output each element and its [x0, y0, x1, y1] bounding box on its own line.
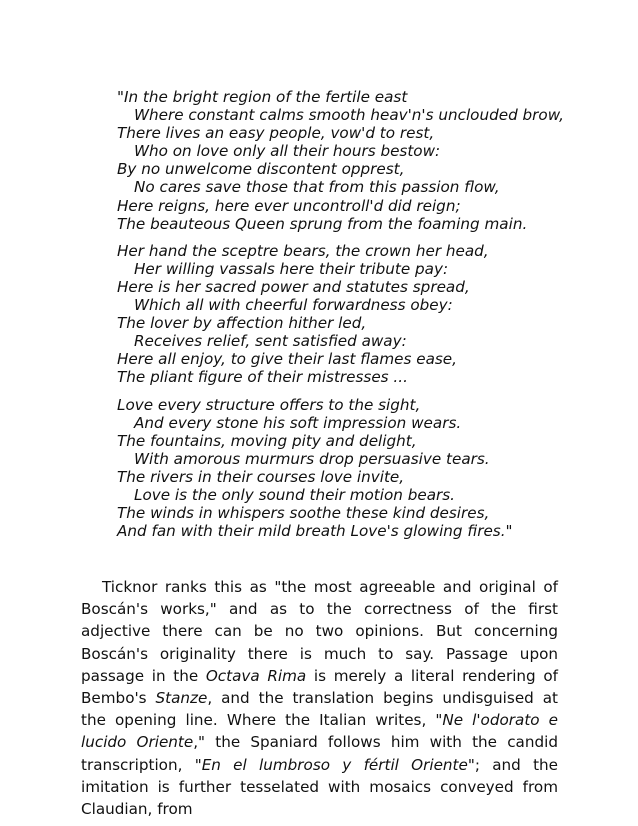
italic-title: Octava Rima [205, 666, 307, 685]
poem-line: Love every structure offers to the sight, [117, 395, 421, 414]
poem-line: The beauteous Queen sprung from the foaming main. [117, 214, 528, 233]
poem-line: The pliant figure of their mistresses ... [117, 368, 408, 387]
italic-title: Stanze [155, 689, 208, 708]
poem-line: With amorous murmurs drop persuasive tears. [134, 449, 490, 468]
poem-line: Here reigns, here ever uncontroll'd did reign; [117, 196, 461, 215]
italic-quotation: En el lumbroso y fértil Oriente [201, 755, 468, 774]
poem-line: Which all with cheerful forwardness obey: [134, 296, 453, 315]
poem-line: The fountains, moving pity and delight, [117, 431, 417, 450]
close-quote: " [505, 522, 513, 541]
poem-line: Her hand the sceptre bears, the crown her head, [117, 241, 489, 260]
poem-line: Receives relief, sent satisfied away: [134, 332, 407, 351]
poem-line: Here is her sacred power and statutes spread, [117, 277, 470, 296]
poem-line: The rivers in their courses love invite, [117, 467, 405, 486]
poem-line: The winds in whispers soothe these kind desires, [117, 504, 490, 523]
poem-stanza [117, 242, 617, 387]
poem-line: There lives an easy people, vow'd to rest, [117, 124, 435, 143]
poem-line: Here all enjoy, to give their last flames ease, [117, 350, 457, 369]
open-quote: " [117, 88, 124, 106]
poem-line: Who on love only all their hours bestow: [134, 142, 441, 161]
body-paragraph: Ticknor ranks this as "the most agreeable and original of Boscán's works," and as to the correctness of the first adjective there can be no two opinions. But concerning Boscán's originality there is much to say. Passage upon passage in the Octava Rima is merely a literal rendering of Bembo's Stanze, and the translation begins undisguised at the opening line. Where the Italian writes, "Ne l'odorato e lucido Oriente," the Spaniard follows him with the candid transcription, "En el lumbroso y fértil Oriente"; and the imitation is further tesselated with mosaics conveyed from Claudian, from [81, 578, 559, 819]
poem-stanza [117, 396, 617, 541]
poem-line: No cares save those that from this passion flow, [134, 178, 500, 197]
poem-line: "In the bright region of the fertile east [117, 88, 408, 106]
poem-line: Where constant calms smooth heav'n's unclouded brow, [134, 106, 564, 125]
poem-line: By no unwelcome discontent opprest, [117, 160, 405, 179]
poem-line: And every stone his soft impression wears. [134, 413, 462, 432]
poem-line: Love is the only sound their motion bears. [134, 485, 455, 504]
poem-line: Her willing vassals here their tribute pay: [134, 259, 449, 278]
italic-quotation: Ne l'odorato e lucido Oriente [81, 711, 559, 752]
poem-line: And fan with their mild breath Love's glowing fires." [117, 522, 513, 541]
poem-block [117, 88, 617, 549]
poem-stanza [117, 88, 617, 233]
poem-line: The lover by affection hither led, [117, 314, 367, 333]
